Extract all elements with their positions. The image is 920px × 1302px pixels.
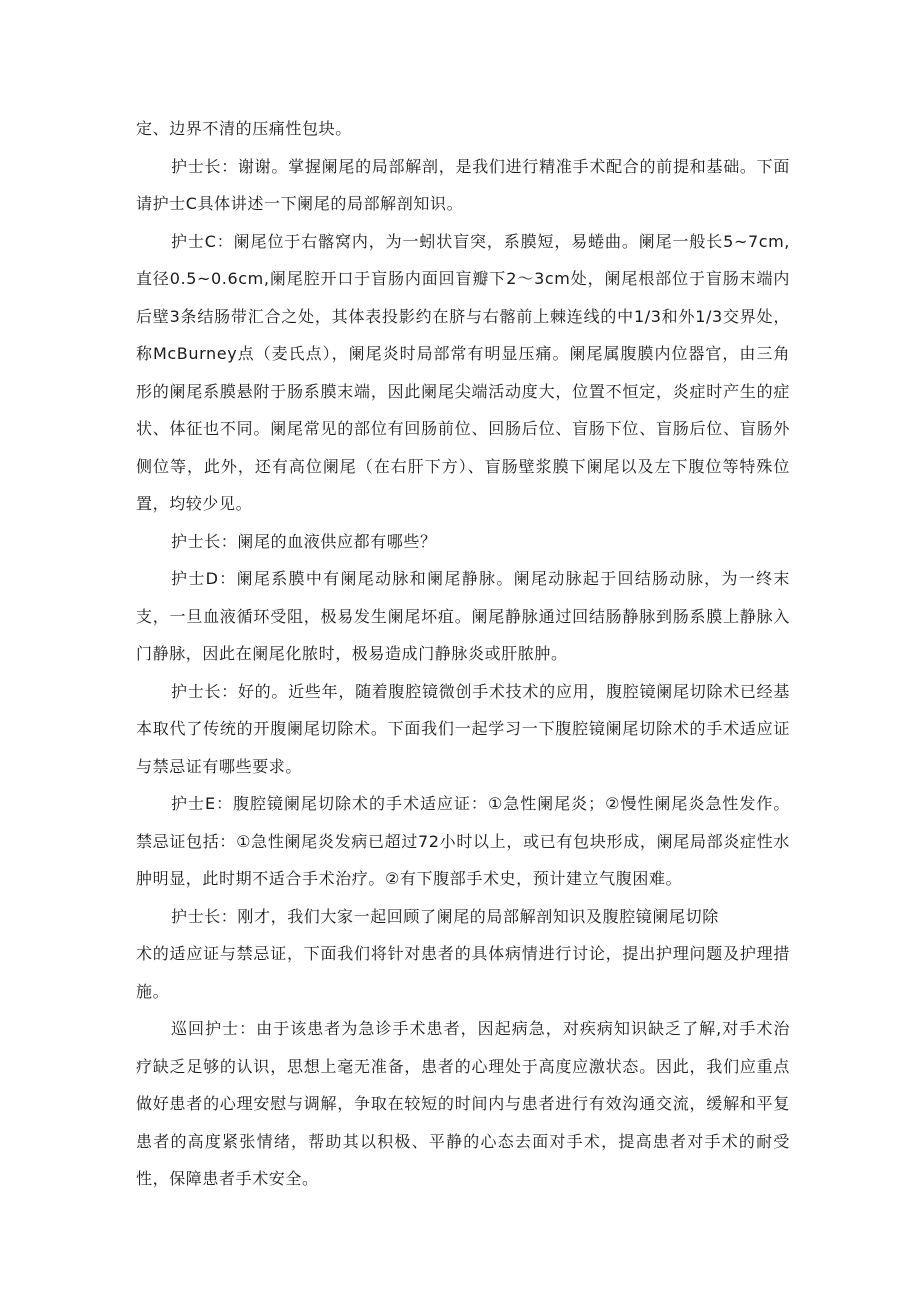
paragraph-head-nurse-laparoscopy: 护士长：好的。近些年，随着腹腔镜微创手术技术的应用，腹腔镜阑尾切除术已经基本取代了传统的开腹阑尾切除术。下面我们一起学习一下腹腔镜阑尾切除术的手术适应证与禁忌证有哪些要求。 — [136, 681, 790, 776]
paragraph-head-nurse-summary-line1: 护士长：刚才，我们大家一起回顾了阑尾的局部解剖知识及腹腔镜阑尾切除 — [171, 906, 719, 926]
paragraph-circulating-nurse: 巡回护士：由于该患者为急诊手术患者，因起病急，对疾病知识缺乏了解,对手术治疗缺乏足够的认识，思想上毫无准备，患者的心理处于高度应激状态。因此，我们应重点做好患者的心理安慰与调解，争取在较短的时间内与患者进行有效沟通交流，缓解和平复患者的高度紧张情绪，帮助其以积极、平静的心态去面对手术，提高患者对手术的耐受性，保障患者手术安全。 — [136, 1019, 790, 1188]
paragraph-nurse-d-blood-supply: 护士D：阑尾系膜中有阑尾动脉和阑尾静脉。阑尾动脉起于回结肠动脉，为一终末支，一旦血液循环受阻，极易发生阑尾坏疽。阑尾静脉通过回结肠静脉到肠系膜上静脉入门静脉，因此在阑尾化脓时，极易造成门静脉炎或肝脓肿。 — [136, 569, 790, 663]
paragraph-head-nurse-summary-line2: 术的适应证与禁忌证，下面我们将针对患者的具体病情进行讨论，提出护理问题及护理措施。 — [136, 944, 790, 1001]
document-body — [136, 110, 790, 1198]
paragraph-fragment: 定、边界不清的压痛性包块。 — [136, 119, 352, 138]
paragraph-nurse-e-indications: 护士E：腹腔镜阑尾切除术的手术适应证：①急性阑尾炎；②慢性阑尾炎急性发作。禁忌证包括：①急性阑尾炎发病已超过72小时以上，或已有包块形成，阑尾局部炎症性水肿明显，此时期不适合手术治疗。②有下腹部手术史，预计建立气腹困难。 — [136, 794, 790, 888]
paragraph-head-nurse-blood-question: 护士长：阑尾的血液供应都有哪些？ — [171, 531, 437, 551]
paragraph-nurse-c-anatomy: 护士C：阑尾位于右髂窝内，为一蚓状盲突，系膜短，易蜷曲。阑尾一般长5~7cm,直径0.5~0.6cm,阑尾腔开口于盲肠内面回盲瓣下2～3cm处，阑尾根部位于盲肠末端内后壁3条结肠带汇合之处，其体表投影约在脐与右髂前上棘连线的中1/3和外1/3交界处，称McBurney点（麦氏点），阑尾炎时局部常有明显压痛。阑尾属腹膜内位器官，由三角形的阑尾系膜悬附于肠系膜末端，因此阑尾尖端活动度大，位置不恒定，炎症时产生的症状、体征也不同。阑尾常见的部位有回肠前位、回肠后位、盲肠下位、盲肠后位、盲肠外侧位等，此外，还有高位阑尾（在右肝下方）、盲肠壁浆膜下阑尾以及左下腹位等特殊位置，均较少见。 — [136, 231, 790, 513]
paragraph-head-nurse-intro: 护士长：谢谢。掌握阑尾的局部解剖，是我们进行精准手术配合的前提和基础。下面请护士C具体讲述一下阑尾的局部解剖知识。 — [136, 156, 790, 213]
